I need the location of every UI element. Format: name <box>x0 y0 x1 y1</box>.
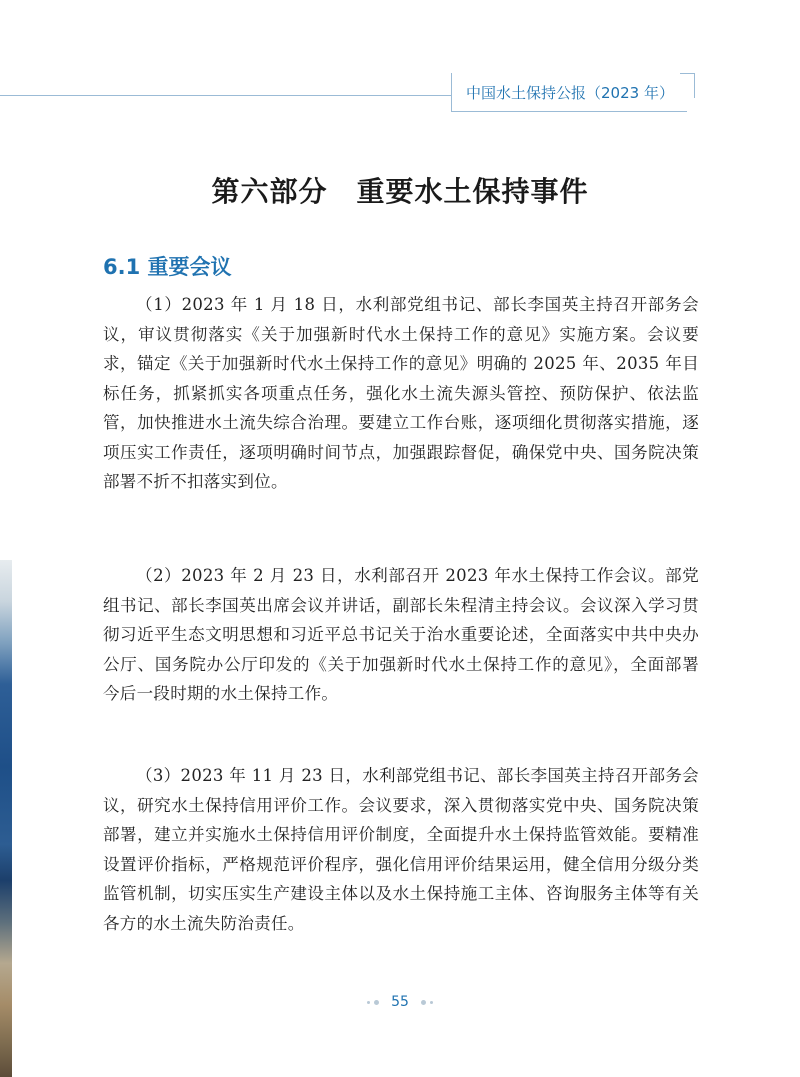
section-heading: 6.1 重要会议 <box>103 255 232 279</box>
paragraph-3: （3）2023 年 11 月 23 日，水利部党组书记、部长李国英主持召开部务会议，研究水土保持信用评价工作。会议要求，深入贯彻落实党中央、国务院决策部署，建立并实施水土保持信用评价制度，全面提升水土保持监管效能。要精准设置评价指标，严格规范评价程序，强化信用评价结果运用，健全信用分级分类监管机制，切实压实生产建设主体以及水土保持施工主体、咨询服务主体等有关各方的水土流失防治责任。 <box>103 766 699 933</box>
running-header: 中国水土保持公报（2023 年） <box>466 84 674 102</box>
chapter-title: 第六部分 重要水土保持事件 <box>211 175 589 208</box>
page-footer <box>0 994 800 1010</box>
header-corner-ornament <box>680 73 695 98</box>
page-number: 55 <box>391 994 409 1010</box>
header-rule <box>0 95 451 96</box>
paragraph-1: （1）2023 年 1 月 18 日，水利部党组书记、部长李国英主持召开部务会议，审议贯彻落实《关于加强新时代水土保持工作的意见》实施方案。会议要求，锚定《关于加强新时代水土保持工作的意见》明确的 2025 年、2035 年目标任务，抓紧抓实各项重点任务，强化水土流失源头管控、预防保护、依法监管，加快推进水土流失综合治理。要建立工作台账，逐项细化贯彻落实措施，逐项压实工作责任，逐项明确时间节点，加强跟踪督促，确保党中央、国务院决策部署不折不扣落实到位。 <box>103 295 699 491</box>
footer-dots-right <box>419 994 435 1010</box>
footer-dots-left <box>365 994 381 1010</box>
paragraph-2: （2）2023 年 2 月 23 日，水利部召开 2023 年水土保持工作会议。部党组书记、部长李国英出席会议并讲话，副部长朱程清主持会议。会议深入学习贯彻习近平生态文明思想和习近平总书记关于治水重要论述，全面落实中共中央办公厅、国务院办公厅印发的《关于加强新时代水土保持工作的意见》，全面部署今后一段时期的水土保持工作。 <box>103 566 699 703</box>
